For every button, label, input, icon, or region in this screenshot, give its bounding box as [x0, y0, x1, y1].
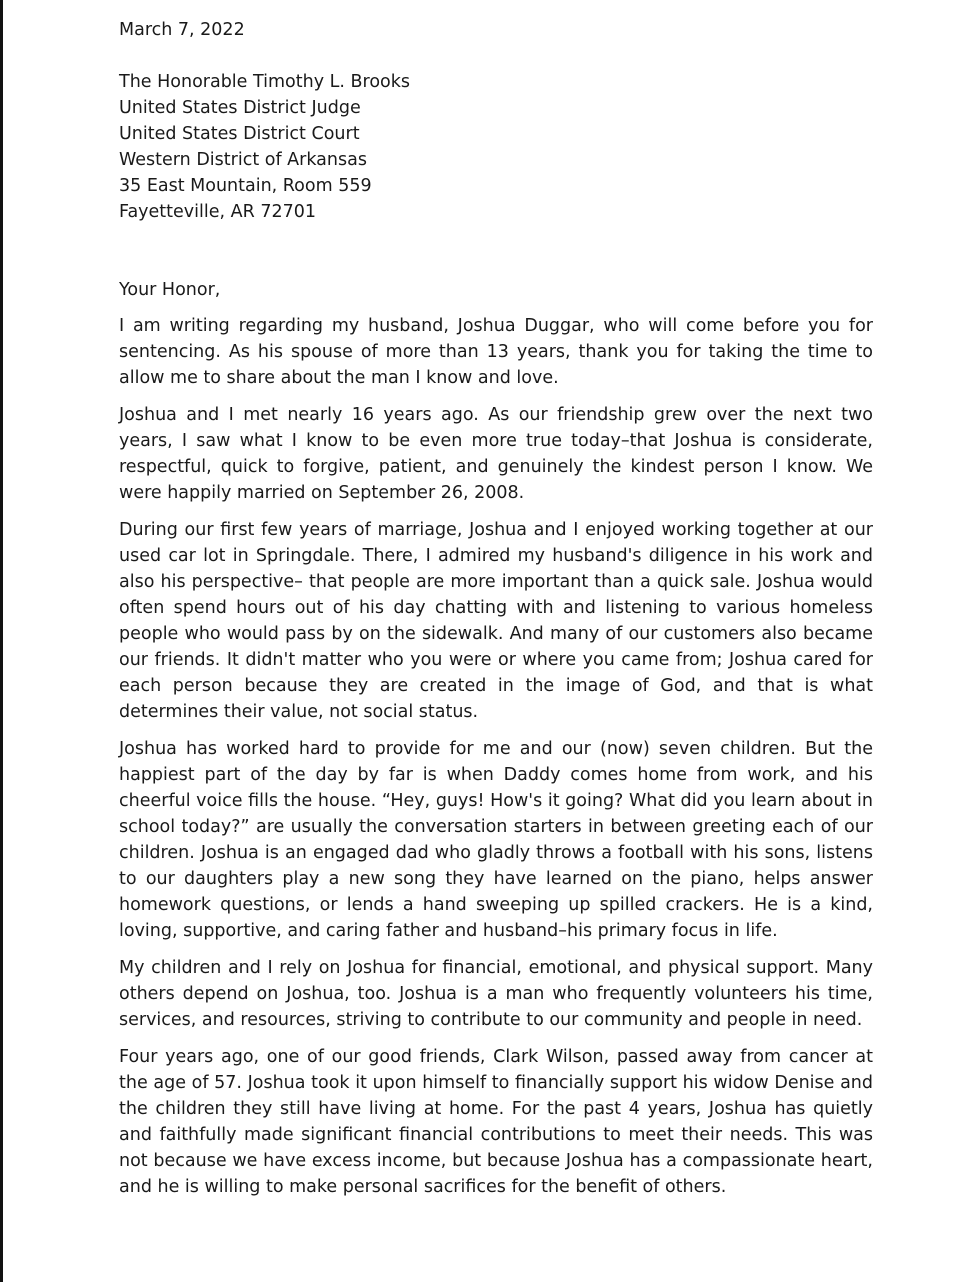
recipient-city: Fayetteville, AR 72701 — [119, 202, 316, 222]
recipient-title: United States District Judge — [119, 98, 361, 118]
body-paragraph-1: I am writing regarding my husband, Joshua Duggar, who will come before you for sentencing. As his spouse of more than 13 years, thank you for taking the time to allow me to share about the man I know and love. — [119, 316, 873, 388]
body-paragraph-2: Joshua and I met nearly 16 years ago. As our friendship grew over the next two years, I saw what I know to be even more true today–that Joshua is considerate, respectful, quick to forgive, patient, and genuinely the kindest person I know. We were happily married on September 26, 2008. — [119, 405, 873, 503]
letter-page — [119, 17, 873, 1211]
body-paragraph-4: Joshua has worked hard to provide for me and our (now) seven children. But the happiest part of the day by far is when Daddy comes home from work, and his cheerful voice fills the house. “Hey, guys! How's it going? What did you learn about in school today?” are usually the conversation starters in between greeting each of our children. Joshua is an engaged dad who gladly throws a football with his sons, listens to our daughters play a new song they have learned on the piano, helps answer homework questions, or lends a hand sweeping up spilled crackers. He is a kind, loving, supportive, and caring father and husband–his primary focus in life. — [119, 739, 873, 941]
letter-date: March 7, 2022 — [119, 20, 245, 40]
recipient-address-block — [119, 69, 873, 225]
body-paragraph-3: During our first few years of marriage, Joshua and I enjoyed working together at our used car lot in Springdale. There, I admired my husband's diligence in his work and also his perspective– that people are more important than a quick sale. Joshua would often spend hours out of his day chatting with and listening to various homeless people who would pass by on the sidewalk. And many of our customers also became our friends. It didn't matter who you were or where you came from; Joshua cared for each person because they are created in the image of God, and that is what determines their value, not social status. — [119, 520, 873, 722]
recipient-court: United States District Court — [119, 124, 360, 144]
body-paragraph-6: Four years ago, one of our good friends, Clark Wilson, passed away from cancer at the age of 57. Joshua took it upon himself to financially support his widow Denise and the children they still have living at home. For the past 4 years, Joshua has quietly and faithfully made significant financial contributions to meet their needs. This was not because we have excess income, but because Joshua has a compassionate heart, and he is willing to make personal sacrifices for the benefit of others. — [119, 1047, 873, 1197]
recipient-name: The Honorable Timothy L. Brooks — [119, 72, 410, 92]
recipient-street: 35 East Mountain, Room 559 — [119, 176, 372, 196]
page-left-edge — [0, 0, 3, 1282]
recipient-district: Western District of Arkansas — [119, 150, 367, 170]
salutation: Your Honor, — [119, 280, 221, 300]
body-paragraph-5: My children and I rely on Joshua for financial, emotional, and physical support. Many others depend on Joshua, too. Joshua is a man who frequently volunteers his time, services, and resources, striving to contribute to our community and people in need. — [119, 958, 873, 1030]
